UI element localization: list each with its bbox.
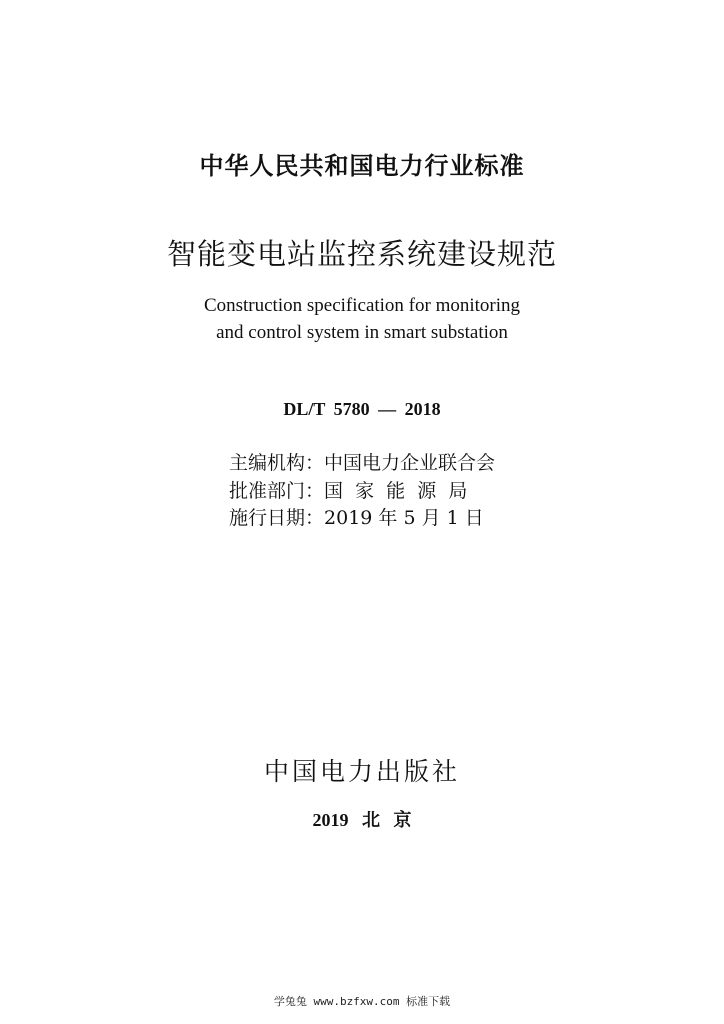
meta-approval-row [229,476,467,503]
document-title-chinese: 智能变电站监控系统建设规范 [166,237,557,271]
meta-value: 2019 年 5 月 1 日 [324,507,484,529]
standard-number: DL/T 5780 — 2018 [283,399,441,419]
meta-effective-date-row [229,503,484,530]
meta-label: 批准部门： [229,480,325,502]
download-watermark: 学兔兔 www.bzfxw.com 标准下载 [273,995,451,1008]
meta-label: 施行日期： [229,507,325,529]
document-title-english-line-1: Construction specification for monitoring [203,295,521,316]
publisher-name: 中国电力出版社 [263,757,460,786]
meta-value: 中国电力企业联合会 [324,452,496,474]
publication-year-place: 2019 北 京 [312,810,412,830]
document-title-english-line-2: and control system in smart substation [216,322,508,343]
meta-editor-row [229,448,495,475]
meta-label: 主编机构： [229,452,325,474]
meta-value: 国 家 能 源 局 [324,480,468,502]
standard-classification: 中华人民共和国电力行业标准 [199,152,525,180]
